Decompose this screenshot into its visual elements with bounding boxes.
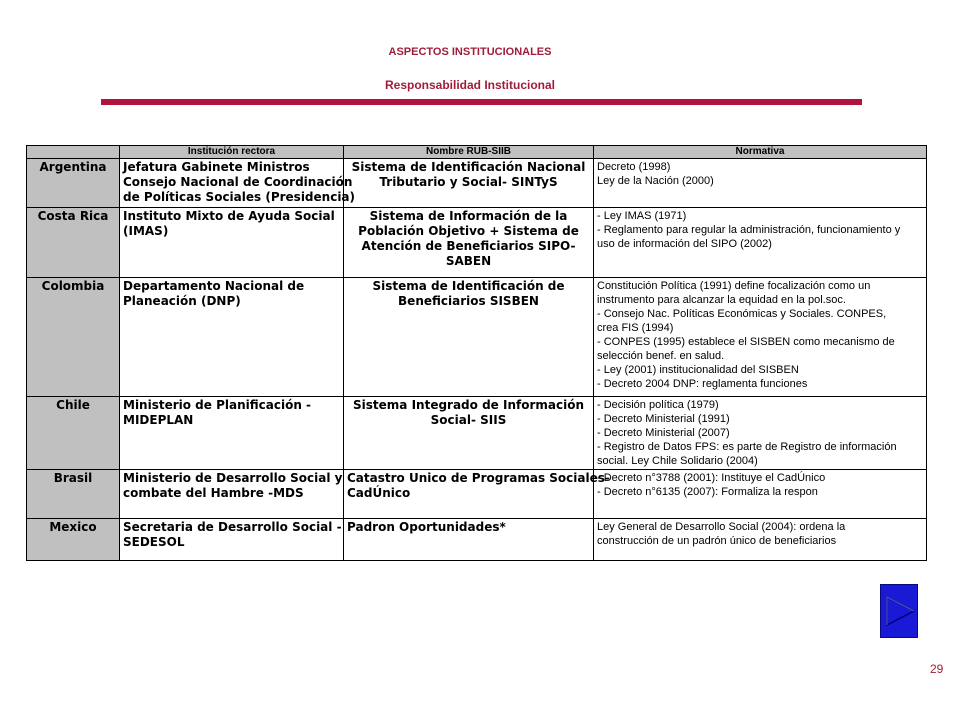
system-line: Atención de Beneficiarios SIPO- (361, 239, 576, 253)
institution-cell (120, 470, 344, 519)
system-line: Catastro Unico de Programas Sociales- (347, 471, 610, 485)
normativa-cell (594, 159, 927, 208)
system-cell (344, 159, 594, 208)
normativa-line: - Reglamento para regular la administración, funcionamiento y (597, 224, 901, 236)
table-row (27, 397, 927, 470)
normativa-line: - Decreto n°6135 (2007): Formaliza la respon (597, 486, 818, 498)
system-line: Sistema Integrado de Información (353, 398, 584, 412)
normativa-line: Ley de la Nación (2000) (597, 175, 714, 187)
country-cell: Colombia (27, 278, 120, 397)
page-number: 29 (930, 662, 944, 676)
institution-line: Secretaria de Desarrollo Social - (123, 520, 342, 534)
institutional-table (26, 145, 927, 561)
system-line: Beneficiarios SISBEN (398, 294, 539, 308)
normativa-line: uso de información del SIPO (2002) (597, 238, 772, 250)
institution-cell (120, 208, 344, 278)
normativa-line: - Ley IMAS (1971) (597, 210, 687, 222)
header-normativa: Normativa (594, 146, 927, 159)
table-row (27, 470, 927, 519)
system-line: CadÚnico (347, 486, 411, 500)
system-line: Sistema de Identificación de (372, 279, 565, 293)
country-cell: Chile (27, 397, 120, 470)
system-line: Padron Oportunidades* (347, 520, 506, 534)
title-divider (101, 99, 862, 105)
normativa-line: - CONPES (1995) establece el SISBEN como mecanismo de (597, 336, 895, 348)
next-slide-button[interactable] (880, 584, 918, 638)
institution-line: Departamento Nacional de (123, 279, 305, 293)
page-title: ASPECTOS INSTITUCIONALES (388, 46, 552, 58)
normativa-line: social. Ley Chile Solidario (2004) (597, 455, 758, 467)
system-cell (344, 278, 594, 397)
system-cell (344, 470, 610, 519)
normativa-line: instrumento para alcanzar la equidad en la pol.soc. (597, 294, 846, 306)
country-cell: Costa Rica (27, 208, 120, 278)
system-line: Población Objetivo + Sistema de (358, 224, 579, 238)
institution-line: SEDESOL (123, 535, 185, 549)
normativa-line: - Decreto Ministerial (1991) (597, 413, 730, 425)
table-header-row (27, 146, 927, 159)
institution-line: Consejo Nacional de Coordinación (123, 175, 353, 189)
table-row (27, 208, 927, 278)
institution-line: MIDEPLAN (123, 413, 194, 427)
play-right-arrow-icon (881, 585, 917, 637)
country-cell: Argentina (27, 159, 120, 208)
country-cell: Brasil (27, 470, 120, 519)
header-institucion: Institución rectora (120, 146, 344, 159)
table-row (27, 159, 927, 208)
normativa-line: construcción de un padrón único de beneficiarios (597, 535, 837, 547)
institution-line: (IMAS) (123, 224, 169, 238)
normativa-line: - Ley (2001) institucionalidad del SISBEN (597, 364, 799, 376)
system-cell (344, 397, 594, 470)
institution-line: Jefatura Gabinete Ministros (123, 160, 310, 174)
normativa-line: Constitución Política (1991) define focalización como un (597, 280, 871, 292)
institution-line: Planeación (DNP) (123, 294, 241, 308)
system-cell (344, 519, 594, 561)
system-line: Social- SIIS (430, 413, 507, 427)
institution-cell (120, 397, 344, 470)
normativa-cell (594, 208, 927, 278)
normativa-cell (594, 397, 927, 470)
system-line: Sistema de Identificación Nacional (351, 160, 586, 174)
normativa-line: crea FIS (1994) (597, 322, 674, 334)
institution-cell (120, 519, 344, 561)
institution-line: de Políticas Sociales (Presidencia) (123, 190, 356, 204)
table-row (27, 278, 927, 397)
normativa-cell (594, 470, 927, 519)
system-line: SABEN (445, 254, 492, 268)
header-nombre: Nombre RUB-SIIB (344, 146, 594, 159)
normativa-line: Decreto (1998) (597, 161, 671, 173)
normativa-line: - Registro de Datos FPS: es parte de Registro de información (597, 441, 897, 453)
institution-cell (120, 278, 344, 397)
table-body (27, 159, 927, 561)
normativa-cell (594, 519, 927, 561)
page-subtitle: Responsabilidad Institucional (384, 78, 556, 92)
system-line: Sistema de Información de la (369, 209, 568, 223)
table-row (27, 519, 927, 561)
header-blank (27, 146, 120, 159)
normativa-line: - Decisión política (1979) (597, 399, 719, 411)
normativa-line: - Consejo Nac. Políticas Económicas y Sociales. CONPES, (597, 308, 887, 320)
country-cell: Mexico (27, 519, 120, 561)
system-cell (344, 208, 594, 278)
normativa-line: - Decreto 2004 DNP: reglamenta funciones (597, 378, 808, 390)
normativa-line: Ley General de Desarrollo Social (2004): ordena la (597, 521, 846, 533)
institution-line: Ministerio de Desarrollo Social y (123, 471, 343, 485)
institution-line: combate del Hambre -MDS (123, 486, 304, 500)
institution-line: Instituto Mixto de Ayuda Social (123, 209, 335, 223)
normativa-line: - Decreto Ministerial (2007) (597, 427, 730, 439)
institution-line: Ministerio de Planificación - (123, 398, 312, 412)
normativa-cell (594, 278, 927, 397)
system-line: Tributario y Social- SINTyS (379, 175, 558, 189)
normativa-line: selección benef. en salud. (597, 350, 725, 362)
institution-cell (120, 159, 356, 208)
normativa-line: - Decreto n°3788 (2001): Instituye el CadÚnico (597, 472, 826, 484)
